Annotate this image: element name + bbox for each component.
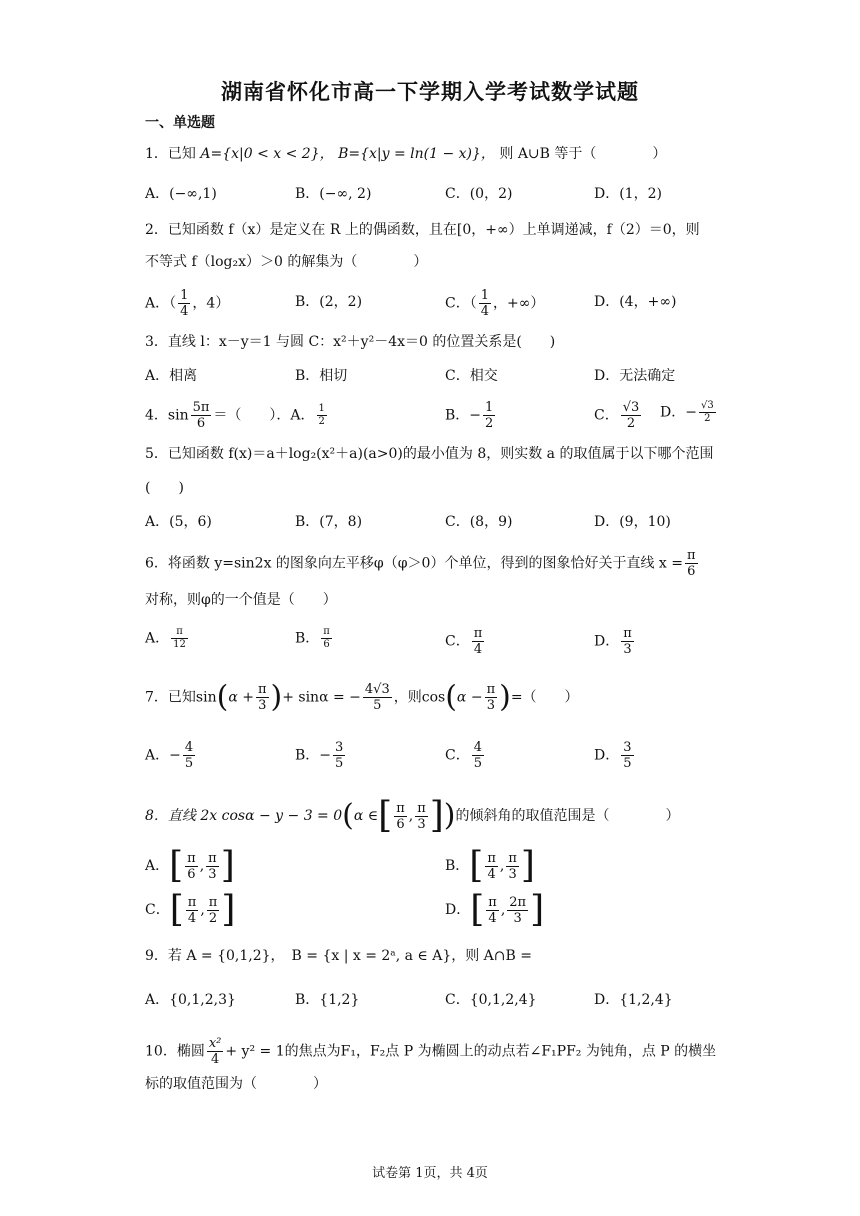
q4-b-num: 1 xyxy=(485,400,494,415)
question-3-stem: 3．直线 l：x－y＝1 与圆 C：x²＋y²－4x＝0 的位置关系是( ) xyxy=(145,334,556,350)
q8-d-d1: 4 xyxy=(488,910,497,926)
q2-a-num: 1 xyxy=(180,288,189,303)
q8-c-d1: 4 xyxy=(187,910,197,926)
q7-rhs-frac xyxy=(363,682,392,713)
q4-c-pre: C． xyxy=(594,407,619,424)
q7-b-label: B．− xyxy=(295,747,332,764)
q7-mid: + sinα = − xyxy=(282,689,361,706)
q7-a-den: 5 xyxy=(184,756,194,771)
q7-arg1-frac xyxy=(256,682,269,713)
q8-b-frac-1 xyxy=(485,851,498,882)
q6-c-den: 4 xyxy=(473,642,483,657)
q8-option-d: D．[ $\frac{\pi}{4}$ , $\frac{2\pi}{3}$ ] xyxy=(445,889,545,930)
q4-b-frac xyxy=(483,400,495,431)
q8-bracket-close: ] xyxy=(429,795,444,836)
question-8-stem: 8．直线 2x cosα − y − 3 = 0(α ∈[ $\frac{\pi}{6}$ , $\frac{\pi}{3}$ ])的倾斜角的取值范围是（ ） xyxy=(145,795,680,836)
q9-option-b: B．{1,2} xyxy=(295,992,360,1008)
q7-arg1-den: 3 xyxy=(258,698,267,713)
q4-option-d xyxy=(660,400,718,425)
q6-d-num: π xyxy=(623,626,632,641)
q8-a-frac-1 xyxy=(185,851,198,882)
q10-post: + y² = 1的焦点为F₁，F₂点 P 为椭圆上的动点若∠F₁PF₂ 为钝角，点 P 的横坐 xyxy=(225,1043,717,1060)
q3-option-a: A．相离 xyxy=(145,368,198,384)
q6-c-label: C． xyxy=(445,633,470,650)
q2-option-c xyxy=(445,288,544,319)
q10-pre: 10．椭圆 xyxy=(145,1043,205,1060)
q8-cond-n2: π xyxy=(417,800,426,816)
q7-paren-close-2: ) xyxy=(499,679,511,715)
page-footer: 试卷第 1页，共 4页 xyxy=(372,1166,488,1181)
q7-option-d xyxy=(594,740,636,771)
q8-b-label: B． xyxy=(445,858,470,874)
q3-option-d: D．无法确定 xyxy=(594,368,676,384)
q8-c-frac-2 xyxy=(207,895,220,926)
q7-arg2-den: 3 xyxy=(486,698,495,713)
q8-d-open: [ xyxy=(470,889,485,930)
question-5-line-1: 5．已知函数 f(x)＝a＋log₂(x²＋a)(a>0)的最小值为 8，则实数 a 的取值属于以下哪个范围 xyxy=(145,446,714,462)
q6-b-frac xyxy=(321,626,332,651)
q7-arg2-frac xyxy=(485,682,498,713)
q7-option-b xyxy=(295,740,347,771)
q6-d-den: 3 xyxy=(623,642,632,657)
q8-c-frac-1 xyxy=(186,895,199,926)
q7-c-frac xyxy=(472,740,484,771)
q6-den: 6 xyxy=(687,564,696,579)
q1-set-a: A={x|0 < x < 2}， xyxy=(200,146,334,162)
q4-a-den: 2 xyxy=(318,416,325,427)
q1-prefix: 1．已知 xyxy=(145,146,196,162)
q4-den: 6 xyxy=(196,416,206,431)
q2-c-pre: C．（ xyxy=(445,295,477,312)
q1-option-a: A．(−∞,1) xyxy=(145,186,217,202)
q8-d-frac-2 xyxy=(507,895,528,926)
q7-option-a xyxy=(145,740,197,771)
question-10-line-1 xyxy=(145,1036,716,1067)
q8-paren-close: ) xyxy=(443,798,456,833)
q8-d-n1: π xyxy=(488,894,497,910)
q8-a-d2: 3 xyxy=(208,866,217,882)
q8-c-open: [ xyxy=(169,889,184,930)
q7-rhs-num: 4√3 xyxy=(364,682,390,697)
q8-a-open: [ xyxy=(169,845,184,886)
q7-post2: =（ ） xyxy=(510,689,579,706)
q2-c-num: 1 xyxy=(480,288,489,303)
q2-a-den: 4 xyxy=(180,304,189,319)
q8-c-n1: π xyxy=(187,894,197,910)
q7-c-num: 4 xyxy=(473,740,482,755)
q8-d-label: D． xyxy=(445,902,471,918)
q4-d-frac xyxy=(699,400,716,425)
q7-arg1-pre: α + xyxy=(228,689,254,706)
q7-d-label: D． xyxy=(594,747,620,764)
q4-d-den: 2 xyxy=(704,413,711,424)
question-9-stem: 9．若 A = {0,1,2}， B = {x | x = 2ᵃ, a ∈ A}，则 A∩B = xyxy=(145,948,532,964)
q5-option-b: B．(7，8) xyxy=(295,514,363,530)
q7-pre: 7．已知sin xyxy=(145,689,217,706)
question-7-stem xyxy=(145,679,579,715)
q2-option-a xyxy=(145,288,229,319)
q10-num: x² xyxy=(208,1036,222,1051)
q4-c-num: √3 xyxy=(622,400,640,415)
q4-c-den: 2 xyxy=(626,416,636,431)
q6-a-num: π xyxy=(171,626,188,639)
q7-b-frac xyxy=(333,740,345,771)
q4-a-num: 1 xyxy=(318,403,325,414)
q7-paren-close-1: ) xyxy=(270,679,283,715)
q2-option-d: D．(4，+∞) xyxy=(594,294,677,310)
q7-a-label: A．− xyxy=(145,747,181,764)
question-10-line-2: 标的取值范围为（ ） xyxy=(145,1076,327,1092)
q7-post1: ，则cos xyxy=(393,689,446,706)
q7-a-num: 4 xyxy=(184,740,194,755)
q8-d-d2: 3 xyxy=(513,910,522,926)
q1-set-b: B={x|y = ln(1 − x)}， xyxy=(338,146,495,162)
q6-a-den: 12 xyxy=(173,639,186,650)
q4-num: 5π xyxy=(192,400,210,415)
q7-arg1-num: π xyxy=(257,682,267,697)
q8-post: 的倾斜角的取值范围是（ ） xyxy=(455,808,680,824)
q6-c-num: π xyxy=(473,626,483,641)
q6-pre: 6．将函数 y=sin2x 的图象向左平移φ（φ＞0）个单位，得到的图象恰好关于直线 x = xyxy=(145,555,683,572)
q8-paren-open: ( xyxy=(342,798,354,833)
q3-option-b: B．相切 xyxy=(295,368,348,384)
q7-arg2-pre: α − xyxy=(456,689,483,706)
q6-b-den: 6 xyxy=(323,639,330,650)
q4-d-pre: D．− xyxy=(660,404,697,421)
question-6-line-1 xyxy=(145,548,700,579)
question-2-line-2: 不等式 f（log₂x）＞0 的解集为（ ） xyxy=(145,254,428,270)
q6-option-c xyxy=(445,626,486,657)
q8-a-frac-2 xyxy=(206,851,219,882)
q7-arg2-num: π xyxy=(486,682,496,697)
q8-option-b: B．[ $\frac{\pi}{4}$ , $\frac{\pi}{3}$ ] xyxy=(445,845,535,886)
q2-c-den: 4 xyxy=(480,304,489,319)
q4-option-b xyxy=(445,400,497,431)
q7-a-frac xyxy=(183,740,195,771)
q8-d-close: ] xyxy=(530,889,545,930)
q8-cond-frac-2 xyxy=(415,801,428,832)
q9-option-a: A．{0,1,2,3} xyxy=(145,992,236,1008)
q8-cond-frac-1 xyxy=(394,801,407,832)
q1-option-d: D．(1，2) xyxy=(594,186,662,202)
q7-c-label: C． xyxy=(445,747,470,764)
q9-option-d: D．{1,2,4} xyxy=(594,992,673,1008)
q8-d-n2: 2π xyxy=(509,894,527,910)
q2-a-pre: A．（ xyxy=(145,295,177,312)
q7-d-frac xyxy=(621,740,633,771)
page-title: 湖南省怀化市高一下学期入学考试数学试题 xyxy=(221,80,639,104)
q2-a-frac xyxy=(178,288,190,319)
q6-option-a xyxy=(145,626,190,651)
q4-pre: 4．sin xyxy=(145,407,189,424)
q6-b-label: B． xyxy=(295,630,320,647)
question-4-stem xyxy=(145,400,329,431)
q2-c-post: ，+∞） xyxy=(493,295,545,312)
q10-den: 4 xyxy=(210,1052,220,1067)
q8-a-n1: π xyxy=(187,850,196,866)
q8-cond-pre: α ∈ xyxy=(353,808,379,824)
q2-option-b: B．(2，2) xyxy=(295,294,363,310)
q7-option-c xyxy=(445,740,486,771)
q7-rhs-den: 5 xyxy=(373,698,382,713)
q8-a-d1: 6 xyxy=(187,866,196,882)
question-2-line-1: 2．已知函数 f（x）是定义在 R 上的偶函数，且在[0，+∞）上单调递减，f（2）＝0，则 xyxy=(145,222,700,238)
q5-option-d: D．(9，10) xyxy=(594,514,671,530)
q4-option-c xyxy=(594,400,643,431)
q6-d-label: D． xyxy=(594,633,620,650)
q6-a-frac xyxy=(171,626,188,651)
q7-paren-open-2: ( xyxy=(445,679,457,715)
q6-option-d xyxy=(594,626,636,657)
q4-b-den: 2 xyxy=(485,416,494,431)
q8-cond-d1: 6 xyxy=(396,816,405,832)
q10-frac xyxy=(207,1036,224,1067)
q8-a-label: A． xyxy=(145,858,170,874)
q6-c-frac xyxy=(472,626,485,657)
q6-num: π xyxy=(686,548,696,563)
q8-b-close: ] xyxy=(520,845,535,886)
q1-option-c: C．(0，2) xyxy=(445,186,513,202)
q6-a-label: A． xyxy=(145,630,170,647)
q8-a-n2: π xyxy=(208,850,217,866)
q1-suffix: 则 A∪B 等于（ ） xyxy=(499,146,667,162)
q8-c-n2: π xyxy=(208,894,218,910)
q8-b-n1: π xyxy=(487,850,496,866)
q8-pre: 8．直线 2x cosα − y − 3 = 0 xyxy=(145,808,343,824)
q8-b-n2: π xyxy=(508,850,517,866)
q5-option-c: C．(8，9) xyxy=(445,514,513,530)
q3-option-c: C．相交 xyxy=(445,368,498,384)
q8-bracket-open: [ xyxy=(378,795,393,836)
q6-frac xyxy=(685,548,698,579)
q4-b-pre: B．− xyxy=(445,407,482,424)
question-5-line-2: ( ) xyxy=(145,480,184,496)
question-6-line-2: 对称，则φ的一个值是（ ） xyxy=(145,592,337,608)
q8-c-close: ] xyxy=(221,889,236,930)
q7-c-den: 5 xyxy=(473,756,482,771)
q8-a-close: ] xyxy=(220,845,235,886)
q4-frac xyxy=(191,400,212,431)
q7-b-den: 5 xyxy=(335,756,344,771)
q7-d-num: 3 xyxy=(623,740,632,755)
q8-d-frac-1 xyxy=(486,895,499,926)
q6-option-b xyxy=(295,626,334,651)
q4-a-frac xyxy=(317,403,327,428)
q8-b-frac-2 xyxy=(506,851,519,882)
q8-b-d2: 3 xyxy=(508,866,517,882)
q4-c-frac xyxy=(621,400,642,431)
q8-cond-n1: π xyxy=(396,800,405,816)
q2-c-frac xyxy=(479,288,491,319)
q6-d-frac xyxy=(621,626,634,657)
section-heading: 一、单选题 xyxy=(145,115,215,131)
q2-a-post: ，4） xyxy=(192,295,230,312)
q8-option-a: A．[ $\frac{\pi}{6}$ , $\frac{\pi}{3}$ ] xyxy=(145,845,235,886)
q7-paren-open-1: ( xyxy=(216,679,229,715)
q5-option-a: A．(5，6) xyxy=(145,514,212,530)
q4-d-num: √3 xyxy=(700,400,714,411)
q6-b-num: π xyxy=(323,626,330,637)
q4-post: ＝（ ）．A． xyxy=(213,407,315,424)
q8-c-label: C． xyxy=(145,902,170,918)
q8-b-open: [ xyxy=(469,845,484,886)
q8-option-c: C．[ $\frac{\pi}{4}$ , $\frac{\pi}{2}$ ] xyxy=(145,889,236,930)
q8-c-d2: 2 xyxy=(208,910,218,926)
question-1-stem xyxy=(145,144,666,164)
q9-option-c: C．{0,1,2,4} xyxy=(445,992,537,1008)
q7-d-den: 5 xyxy=(623,756,632,771)
q8-cond-d2: 3 xyxy=(417,816,426,832)
q8-b-d1: 4 xyxy=(487,866,496,882)
q7-b-num: 3 xyxy=(335,740,344,755)
q1-option-b: B．(−∞, 2) xyxy=(295,186,372,202)
